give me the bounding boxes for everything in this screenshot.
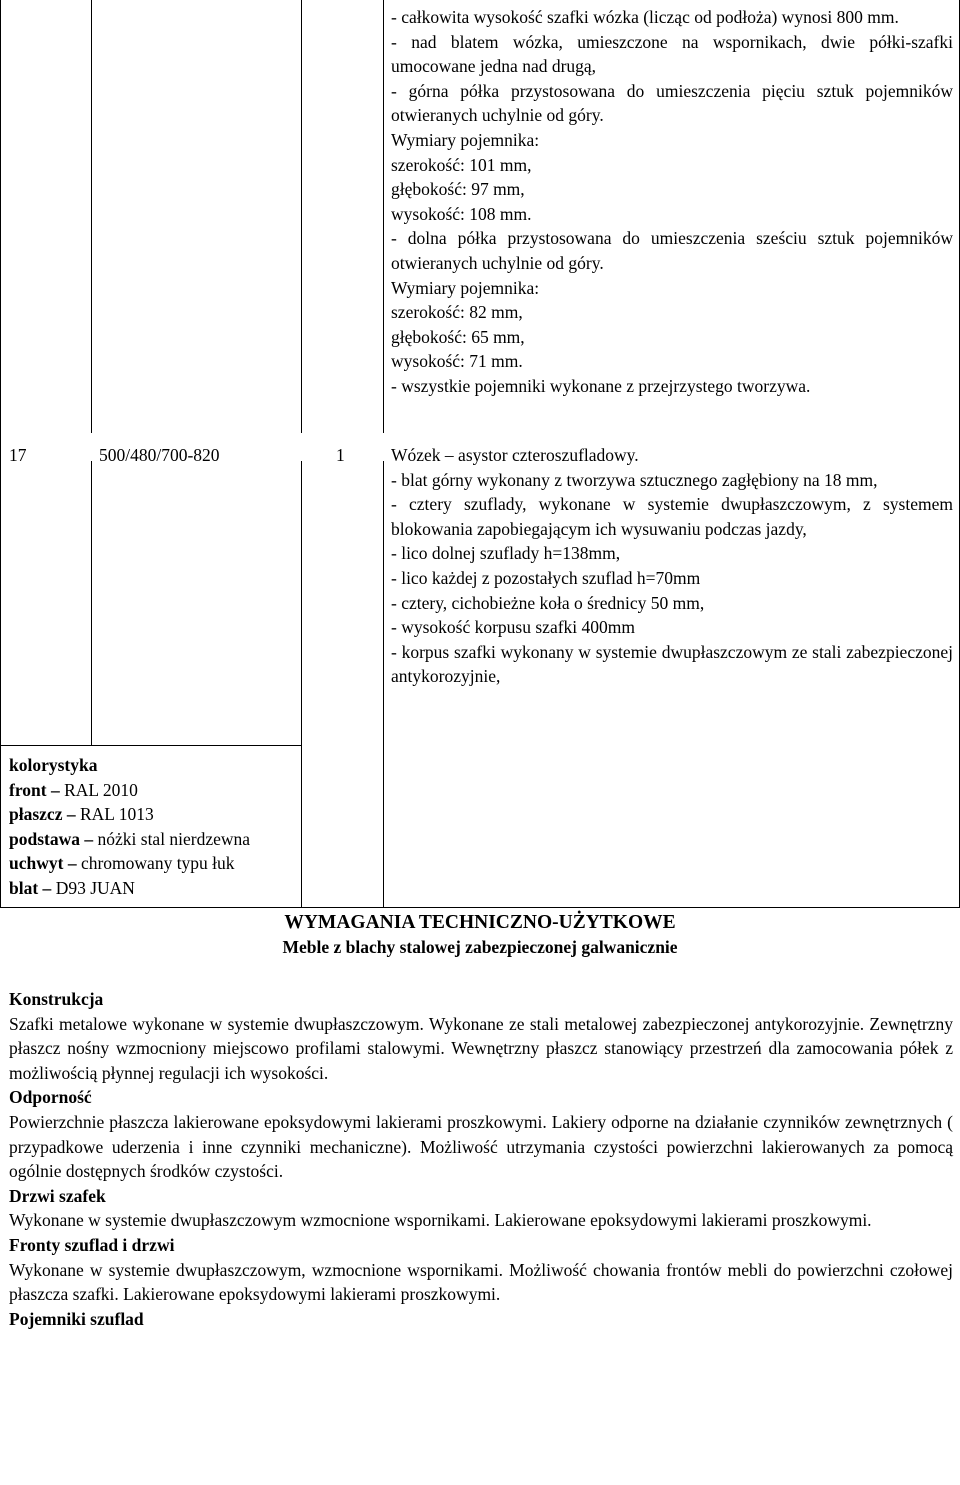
description-line: wysokość: 108 mm. (391, 203, 532, 224)
color-scheme-item-label: front – (9, 779, 60, 800)
color-scheme-item-value: RAL 2010 (59, 779, 138, 800)
section-heading: Odporność (9, 1087, 92, 1108)
description-line: głębokość: 65 mm, (391, 326, 525, 347)
description-line: - cztery, cichobieżne koła o średnicy 50 mm, (391, 592, 705, 613)
description-line: Wózek – asystor czteroszufladowy. (391, 445, 639, 465)
description-line: szerokość: 101 mm, (391, 154, 532, 175)
section-heading: Pojemniki szuflad (9, 1308, 144, 1329)
requirements-subtitle: Meble z blachy stalowej zabezpieczonej galwanicznie (282, 937, 678, 957)
color-scheme-item (9, 802, 299, 827)
section-text: Wykonane w systemie dwupłaszczowym wzmocnione wspornikami. Lakierowane epoksydowymi lakierami proszkowymi. (9, 1210, 872, 1231)
description-line: - korpus szafki wykonany w systemie dwupłaszczowym ze stali zabezpieczonej antykorozyjnie, (391, 641, 953, 687)
description-line: - lico każdej z pozostałych szuflad h=70mm (391, 567, 701, 588)
description-line: - blat górny wykonany z tworzywa sztucznego zagłębiony na 18 mm, (391, 469, 878, 490)
section-heading: Konstrukcja (9, 989, 104, 1009)
description-line: - górna półka przystosowana do umieszczenia pięciu sztuk pojemników otwieranych uchylnie od góry. (391, 80, 953, 126)
section-text: Powierzchnie płaszcza lakierowane epoksydowymi lakierami proszkowymi. Lakiery odporne na działanie czynników zewnętrznych ( przypadkowe uderzenia i inne czynniki mechaniczne). Możliwość utrzymania czystości powierzchni lakierowanych za pomocą ogólnie dostępnych środków czystości. (9, 1111, 953, 1182)
requirements-body (9, 987, 953, 1331)
section-heading: Fronty szuflad i drzwi (9, 1234, 175, 1255)
description-line: - nad blatem wózka, umieszczone na wspornikach, dwie półki-szafki umocowane jedna nad drugą, (391, 31, 953, 77)
color-scheme-item (9, 851, 299, 876)
row16-description (391, 5, 953, 399)
description-line: Wymiary pojemnika: (391, 129, 540, 150)
requirements-title: WYMAGANIA TECHNICZNO-UŻYTKOWE (284, 912, 676, 933)
column-divider (301, 0, 302, 433)
description-line: - całkowita wysokość szafki wózka (licząc od podłoża) wynosi 800 mm. (391, 7, 899, 27)
table-border-bottom (0, 907, 960, 908)
color-scheme-item-label: blat – (9, 877, 52, 898)
section-heading: Drzwi szafek (9, 1185, 106, 1206)
row17-number: 17 (9, 445, 27, 465)
color-scheme-item-label: płaszcz – (9, 804, 76, 825)
description-line: Wymiary pojemnika: (391, 277, 540, 298)
color-scheme-item-label: podstawa – (9, 828, 94, 849)
color-scheme-item (9, 827, 299, 852)
color-scheme-list (9, 778, 299, 901)
description-line: głębokość: 97 mm, (391, 179, 525, 200)
row17-description (391, 443, 953, 689)
section-text: Szafki metalowe wykonane w systemie dwupłaszczowym. Wykonane ze stali metalowej zabezpieczonej antykorozyjnie. Zewnętrzny płaszcz nośny wzmocniony miejscowo profilami stalowymi. Wewnętrzny płaszcz stanowiący przestrzeń dla zamocowania półek z możliwością płynnej regulacji ich wysokości. (9, 1013, 953, 1083)
color-scheme-item-value: D93 JUAN (51, 877, 135, 898)
row17-quantity: 1 (336, 445, 345, 465)
description-line: - wysokość korpusu szafki 400mm (391, 617, 636, 638)
row-divider (0, 745, 301, 746)
column-divider (301, 461, 302, 908)
description-line: - dolna półka przystosowana do umieszczenia sześciu sztuk pojemników otwieranych uchylnie od góry. (391, 228, 953, 273)
table-border-left (0, 0, 1, 908)
description-line: - cztery szuflady, wykonane w systemie dwupłaszczowym, z systemem blokowania zapobiegającym ich wysuwaniu podczas jazdy, (391, 494, 953, 539)
color-scheme (9, 753, 299, 901)
section-text: Wykonane w systemie dwupłaszczowym, wzmocnione wspornikami. Możliwość chowania frontów mebli do powierzchni czołowej płaszcza szafki. Lakierowane epoksydowymi lakierami proszkowymi. (9, 1259, 953, 1305)
color-scheme-item (9, 778, 299, 803)
color-scheme-item-label: uchwyt – (9, 853, 77, 874)
description-line: - wszystkie pojemniki wykonane z przejrzystego tworzywa. (391, 375, 811, 396)
row17-symbol: 500/480/700-820 (99, 445, 220, 465)
column-divider (91, 0, 92, 433)
description-line: szerokość: 82 mm, (391, 302, 523, 323)
color-scheme-heading: kolorystyka (9, 755, 98, 775)
color-scheme-item-value: RAL 1013 (75, 804, 154, 825)
description-line: wysokość: 71 mm. (391, 351, 523, 372)
color-scheme-item (9, 876, 299, 901)
column-divider (383, 461, 384, 908)
description-line: - lico dolnej szuflady h=138mm, (391, 543, 621, 564)
column-divider (383, 0, 384, 433)
color-scheme-item-value: chromowany typu łuk (76, 853, 235, 874)
column-divider (91, 461, 92, 745)
color-scheme-item-value: nóżki stal nierdzewna (93, 828, 251, 849)
requirements-header (0, 911, 960, 959)
